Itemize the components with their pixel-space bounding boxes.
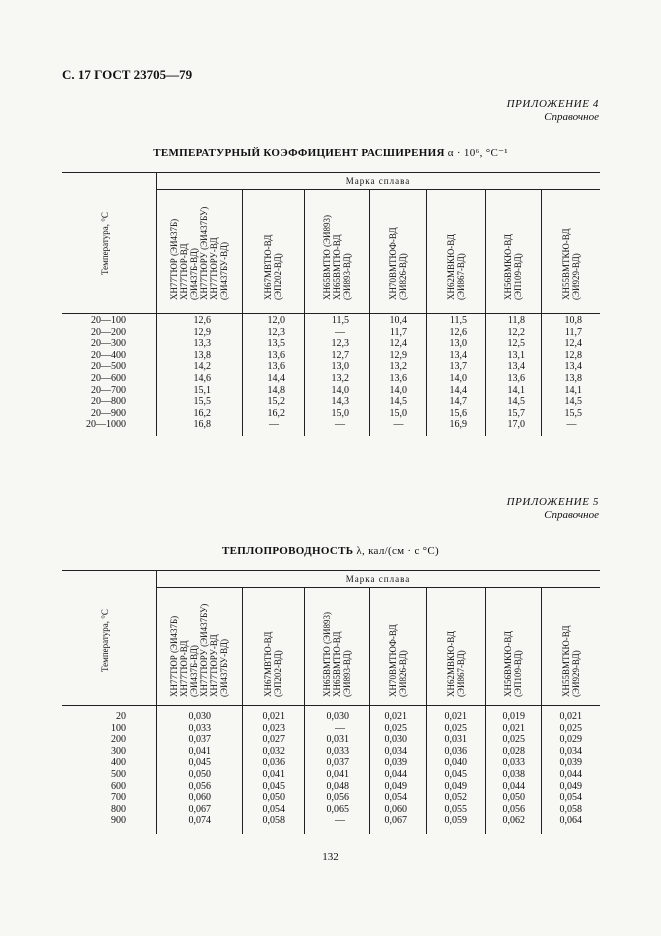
alloy-column-header [169, 604, 229, 697]
value-cell: 14,0 [331, 384, 349, 396]
value-cell: 0,033 [326, 745, 349, 757]
value-cell: 0,028 [502, 745, 525, 757]
value-cell: 0,058 [559, 803, 582, 815]
value-cell: 13,6 [267, 361, 285, 373]
value-cell: 15,1 [193, 384, 211, 396]
temperature-cell: 800 [111, 803, 126, 815]
alloy-grade-line: (ЭИ929-ВД) [570, 650, 581, 697]
alloy-grade-line: (ЭИ437Б-ВД) [189, 248, 199, 300]
value-cell: 14,3 [331, 396, 349, 408]
value-cell: 0,048 [326, 780, 349, 792]
appendix-label [507, 98, 599, 124]
temperature-cell: 20—800 [91, 396, 126, 408]
temperature-cell: 20 [116, 711, 126, 722]
alloy-grade-line: ХН77ТЮРУ (ЭИ437БУ) [199, 206, 209, 300]
alloy-grade-line: (ЭИ867-ВД) [455, 650, 466, 697]
column-divider [242, 189, 243, 436]
value-cell: 0,052 [444, 792, 467, 804]
value-cell: 0,074 [188, 815, 211, 827]
value-cell: 12,6 [193, 315, 211, 326]
alloy-column-header [503, 631, 523, 697]
value-cell: 15,0 [389, 407, 407, 419]
value-cell: 15,0 [331, 407, 349, 419]
value-cell: 0,021 [262, 711, 285, 722]
value-cell: 0,021 [384, 711, 407, 722]
temperature-cell: 700 [111, 792, 126, 804]
value-cell: 13,4 [507, 361, 525, 373]
value-cell: 0,025 [444, 722, 467, 734]
value-cell: 13,8 [193, 349, 211, 361]
value-cell: 0,050 [502, 792, 525, 804]
value-cell: 13,4 [564, 361, 582, 373]
value-cell: 15,6 [449, 407, 467, 419]
table-top-rule [62, 570, 600, 571]
temperature-column-divider [156, 172, 157, 436]
value-cell: 14,5 [564, 396, 582, 408]
value-cell: 12,3 [331, 338, 349, 350]
value-cell: 0,045 [262, 780, 285, 792]
alloy-column-header [388, 227, 408, 300]
value-cell: 0,059 [444, 815, 467, 827]
value-cell: 13,0 [449, 338, 467, 350]
alloy-grade-line: ХН67МВТЮ-ВД [263, 234, 273, 300]
alloy-grade-line: (ЭП202-ВД) [273, 253, 283, 300]
value-cell: 0,021 [444, 711, 467, 722]
table-top-rule [62, 172, 600, 173]
temperature-cell: 20—400 [91, 349, 126, 361]
value-cell: 0,058 [262, 815, 285, 827]
temperature-cell: 20—600 [91, 373, 126, 384]
header-bottom-rule [62, 705, 600, 706]
alloy-grade-line: ХН70ВМТЮФ-ВД [387, 227, 398, 300]
value-cell: 0,027 [262, 734, 285, 746]
value-cell: 0,060 [384, 803, 407, 815]
alloy-grade-line: ХН70ВМТЮФ-ВД [387, 624, 398, 697]
value-cell: 12,8 [564, 349, 582, 361]
temperature-cell: 400 [111, 757, 126, 769]
value-cell: 14,4 [449, 384, 467, 396]
alloy-grade-line: ХН62МВКЮ-ВД [445, 233, 456, 300]
temperature-cell: 600 [111, 780, 126, 792]
value-cell: 11,7 [389, 326, 407, 338]
group-header-rule [156, 587, 600, 588]
value-cell: 15,2 [267, 396, 285, 408]
alloy-grade-line: ХН77ТЮР-ВД [179, 640, 189, 697]
value-cell: 10,4 [389, 315, 407, 326]
value-cell: 0,030 [384, 734, 407, 746]
value-cell: 16,2 [267, 407, 285, 419]
column-divider [426, 587, 427, 834]
value-cell: 13,6 [267, 349, 285, 361]
value-cell: 0,049 [444, 780, 467, 792]
value-cell: 0,019 [502, 711, 525, 722]
value-cell: 13,2 [389, 361, 407, 373]
alloy-grade-line: ХН56ВМКЮ-ВД [503, 630, 513, 697]
value-cell: 12,5 [507, 338, 525, 350]
alloy-grade-line: (ЭИ929-ВД) [570, 253, 581, 300]
value-cell: 0,037 [326, 757, 349, 769]
alloy-column-header [263, 235, 283, 300]
column-divider [541, 189, 542, 436]
value-cell: 0,039 [384, 757, 407, 769]
value-cell: 12,3 [267, 326, 285, 338]
alloy-group-header: Марка сплава [345, 574, 411, 584]
value-cell: 0,045 [188, 757, 211, 769]
column-divider [304, 587, 305, 834]
value-cell: 0,056 [326, 792, 349, 804]
value-cell: 11,5 [449, 315, 467, 326]
value-cell: 13,2 [331, 373, 349, 384]
group-header-rule [156, 189, 600, 190]
value-cell: — [393, 419, 404, 431]
alloy-grade-line: ХН55ВМТКЮ-ВД [560, 228, 571, 300]
value-cell: 0,025 [559, 722, 582, 734]
value-cell: 12,4 [564, 338, 582, 350]
value-cell: 0,044 [502, 780, 525, 792]
alloy-column-header [446, 234, 466, 300]
appendix-note: Справочное [544, 111, 599, 123]
value-cell: 16,8 [193, 419, 211, 431]
value-cell: 0,045 [444, 769, 467, 780]
value-cell: 15,5 [193, 396, 211, 408]
value-cell: 11,8 [507, 315, 525, 326]
value-cell: 14,2 [193, 361, 211, 373]
appendix-title: ПРИЛОЖЕНИЕ 4 [506, 98, 599, 110]
value-cell: 0,021 [502, 722, 525, 734]
temperature-cell: 20—700 [91, 384, 126, 396]
value-cell: 0,056 [502, 803, 525, 815]
temperature-cell: 20—200 [91, 326, 126, 338]
value-cell: 17,0 [507, 419, 525, 431]
alloy-group-header: Марка сплава [345, 176, 411, 186]
header-bottom-rule [62, 313, 600, 314]
temperature-cell: 900 [111, 815, 126, 827]
alloy-grade-line: (ЭП109-ВД) [513, 253, 523, 300]
value-cell: 0,037 [188, 734, 211, 746]
table-title-units: λ, кал/(см · с °С) [356, 545, 439, 557]
value-cell: 16,2 [193, 407, 211, 419]
value-cell: 15,7 [507, 407, 525, 419]
value-cell: 0,031 [444, 734, 467, 746]
column-divider [369, 189, 370, 436]
temperature-column-divider [156, 570, 157, 834]
alloy-grade-line: (ЭП109-ВД) [513, 650, 523, 697]
column-divider [485, 189, 486, 436]
value-cell: 0,065 [326, 803, 349, 815]
value-cell: 0,031 [326, 734, 349, 746]
temperature-cell: 300 [111, 745, 126, 757]
value-cell: 0,060 [188, 792, 211, 804]
value-cell: 0,023 [262, 722, 285, 734]
value-cell: 14,5 [507, 396, 525, 408]
value-cell: 0,034 [559, 745, 582, 757]
value-cell: 13,1 [507, 349, 525, 361]
alloy-grade-line: ХН56ВМКЮ-ВД [503, 233, 513, 300]
value-cell: 0,041 [326, 769, 349, 780]
value-cell: 0,025 [502, 734, 525, 746]
value-cell: 13,3 [193, 338, 211, 350]
alloy-column-header [446, 631, 466, 697]
value-cell: 13,5 [267, 338, 285, 350]
value-cell: — [335, 815, 345, 827]
value-cell: 0,054 [559, 792, 582, 804]
temperature-cell: 20—100 [91, 315, 126, 326]
value-cell: 15,5 [564, 407, 582, 419]
value-cell: 0,030 [188, 711, 211, 722]
value-cell: 12,9 [389, 349, 407, 361]
value-cell: 0,055 [444, 803, 467, 815]
value-cell: 0,036 [262, 757, 285, 769]
value-cell: 0,021 [559, 711, 582, 722]
alloy-grade-line: (ЭИ867-ВД) [455, 253, 466, 300]
value-cell: 0,049 [384, 780, 407, 792]
value-cell: 12,9 [193, 326, 211, 338]
value-cell: 11,5 [331, 315, 349, 326]
value-cell: 13,8 [564, 373, 582, 384]
value-cell: 14,0 [389, 384, 407, 396]
value-cell: 14,1 [507, 384, 525, 396]
value-cell: 14,4 [267, 373, 285, 384]
temperature-cell: 20—1000 [86, 419, 126, 431]
alloy-grade-line: (ЭИ893-ВД) [341, 650, 352, 697]
column-divider [242, 587, 243, 834]
alloy-column-header [322, 215, 352, 300]
value-cell: 0,050 [262, 792, 285, 804]
value-cell: 0,056 [188, 780, 211, 792]
value-cell: 0,030 [326, 711, 349, 722]
temperature-header: Температура, °С [100, 609, 110, 672]
value-cell: 0,050 [188, 769, 211, 780]
alloy-grade-line: (ЭИ826-ВД) [397, 253, 408, 300]
temperature-cell: 20—300 [91, 338, 126, 350]
value-cell: 14,0 [449, 373, 467, 384]
appendix-note: Справочное [544, 509, 599, 521]
alloy-column-header [169, 207, 229, 300]
value-cell: 14,8 [267, 384, 285, 396]
value-cell: 12,6 [449, 326, 467, 338]
value-cell: 0,033 [502, 757, 525, 769]
alloy-grade-line: ХН77ТЮР-ВД [179, 243, 189, 300]
alloy-grade-line: (ЭИ437БУ-ВД) [219, 242, 229, 300]
alloy-grade-line: ХН65ВМТЮ-ВД [331, 631, 342, 697]
value-cell: — [335, 722, 345, 734]
value-cell: 0,044 [384, 769, 407, 780]
column-divider [304, 189, 305, 436]
table-title-text: ТЕПЛОПРОВОДНОСТЬ [222, 545, 354, 557]
value-cell: 0,067 [188, 803, 211, 815]
table-title-units: α · 10⁶, °С⁻¹ [447, 147, 508, 159]
value-cell: 0,062 [502, 815, 525, 827]
alloy-column-header [561, 625, 581, 697]
alloy-grade-line: ХН77ТЮРУ (ЭИ437БУ) [199, 603, 209, 697]
appendix-title: ПРИЛОЖЕНИЕ 5 [506, 496, 599, 508]
value-cell: 12,0 [267, 315, 285, 326]
value-cell: 10,8 [564, 315, 582, 326]
value-cell: 14,5 [389, 396, 407, 408]
table-title [62, 146, 599, 159]
table-title-text: ТЕМПЕРАТУРНЫЙ КОЭФФИЦИЕНТ РАСШИРЕНИЯ [153, 147, 445, 159]
alloy-grade-line: ХН77ТЮРУ-ВД [209, 237, 219, 300]
value-cell: 12,4 [389, 338, 407, 350]
alloy-grade-line: (ЭИ437Б-ВД) [189, 645, 199, 697]
value-cell: 0,049 [559, 780, 582, 792]
value-cell: 0,025 [384, 722, 407, 734]
alloy-grade-line: ХН55ВМТКЮ-ВД [560, 625, 571, 697]
value-cell: — [335, 419, 345, 431]
value-cell: 14,6 [193, 373, 211, 384]
alloy-grade-line: (ЭИ826-ВД) [397, 650, 408, 697]
alloy-column-header [561, 228, 581, 300]
value-cell: 12,2 [507, 326, 525, 338]
column-divider [426, 189, 427, 436]
alloy-grade-line: ХН77ТЮР (ЭИ437Б) [169, 218, 179, 300]
alloy-grade-line: (ЭИ893-ВД) [341, 253, 352, 300]
alloy-column-header [263, 632, 283, 697]
value-cell: 0,067 [384, 815, 407, 827]
value-cell: 13,6 [389, 373, 407, 384]
value-cell: 16,9 [449, 419, 467, 431]
value-cell: 0,039 [559, 757, 582, 769]
value-cell: 13,4 [449, 349, 467, 361]
value-cell: 0,038 [502, 769, 525, 780]
value-cell: — [335, 326, 345, 338]
alloy-column-header [503, 234, 523, 300]
temperature-cell: 100 [111, 722, 126, 734]
column-divider [369, 587, 370, 834]
alloy-grade-line: (ЭИ437БУ-ВД) [219, 639, 229, 697]
temperature-cell: 200 [111, 734, 126, 746]
value-cell: — [566, 419, 577, 431]
alloy-column-header [388, 624, 408, 697]
alloy-grade-line: ХН65ВМТЮ (ЭИ893) [321, 612, 332, 697]
alloy-grade-line: ХН65ВМТЮ-ВД [331, 234, 342, 300]
alloy-grade-line: ХН65ВМТЮ (ЭИ893) [321, 215, 332, 300]
alloy-grade-line: ХН67МВТЮ-ВД [263, 631, 273, 697]
document-header: С. 17 ГОСТ 23705—79 [62, 67, 193, 82]
value-cell: 0,032 [262, 745, 285, 757]
value-cell: 0,041 [188, 745, 211, 757]
value-cell: 0,041 [262, 769, 285, 780]
value-cell: 0,064 [559, 815, 582, 827]
appendix-label [507, 496, 599, 522]
alloy-grade-line: (ЭП202-ВД) [273, 650, 283, 697]
column-divider [485, 587, 486, 834]
value-cell: 0,036 [444, 745, 467, 757]
value-cell: 0,040 [444, 757, 467, 769]
value-cell: 13,0 [331, 361, 349, 373]
temperature-cell: 500 [111, 769, 126, 780]
column-divider [541, 587, 542, 834]
temperature-cell: 20—900 [91, 407, 126, 419]
value-cell: 0,054 [262, 803, 285, 815]
alloy-column-header [322, 612, 352, 697]
temperature-cell: 20—500 [91, 361, 126, 373]
value-cell: — [269, 419, 279, 431]
value-cell: 0,054 [384, 792, 407, 804]
value-cell: 0,033 [188, 722, 211, 734]
value-cell: 13,6 [507, 373, 525, 384]
alloy-grade-line: ХН77ТЮР (ЭИ437Б) [169, 615, 179, 697]
value-cell: 11,7 [564, 326, 582, 338]
table-title [62, 545, 599, 557]
value-cell: 12,7 [331, 349, 349, 361]
value-cell: 14,7 [449, 396, 467, 408]
temperature-header: Температура, °С [100, 212, 110, 275]
alloy-grade-line: ХН77ТЮРУ-ВД [209, 634, 219, 697]
value-cell: 13,7 [449, 361, 467, 373]
page-number: 132 [322, 851, 339, 863]
alloy-grade-line: ХН62МВКЮ-ВД [445, 630, 456, 697]
value-cell: 0,029 [559, 734, 582, 746]
value-cell: 14,1 [564, 384, 582, 396]
value-cell: 0,044 [559, 769, 582, 780]
value-cell: 0,034 [384, 745, 407, 757]
